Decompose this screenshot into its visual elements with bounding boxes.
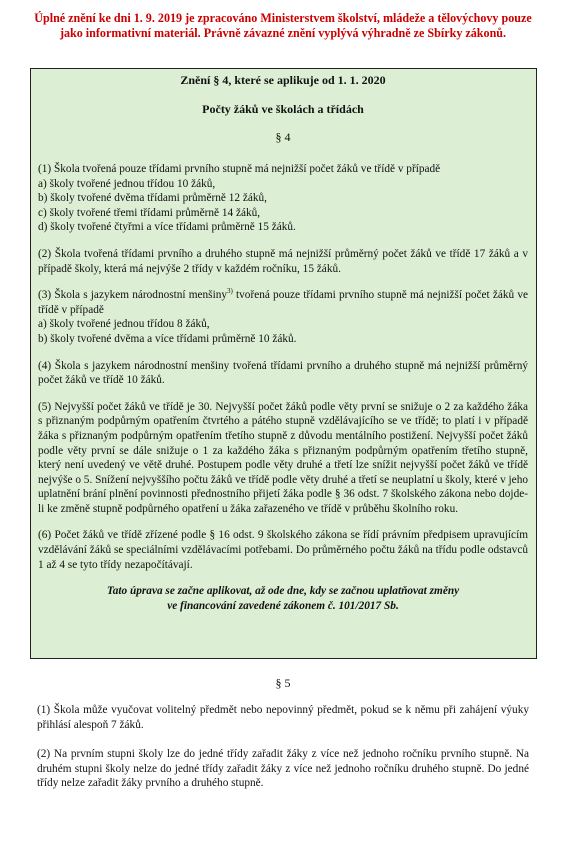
highlighted-section-box bbox=[30, 68, 537, 659]
paragraph-2-text: (2) Škola tvořená třídami prvního a druhého stupně má nejnižší průměrný počet žáků ve třídě 17 žáků a v případě školy, která má nejvýše 2 třídy v každém ročníku, 15 žáků. bbox=[38, 247, 528, 275]
section-5-paragraph-1 bbox=[37, 703, 529, 732]
paragraph-3 bbox=[38, 288, 528, 346]
application-note-line-2: ve financování zavedené zákonem č. 101/2017 Sb. bbox=[167, 599, 399, 612]
paragraph-6-text: (6) Počet žáků ve třídě zřízené podle § 16 odst. 9 školského zákona se řídí právním předpisem upravujícím vzdělávání žáků se speciálními vzdělávacími potřebami. Do průměrného počtu žáků na třídu podle odstavců 1 až 4 se tyto třídy nezapočítávají. bbox=[38, 529, 528, 571]
box-title: Počty žáků ve školách a třídách bbox=[202, 102, 364, 116]
paragraph-5-text: (5) Nejvyšší počet žáků ve třídě je 30. Nejvyšší počet žáků podle věty první se snižuje o 2 za každého žáka s přiznaným podpůrným opatřením čtvrtého a pátého stupně vzdělávajícího se ve třídě; to platí i v případě žáka s přiznaným podpůrným opatřením třetího stupně z důvodu mentálního postižení. Nejvyšší počet žáků podle věty první se dále snižuje o 1 za každého žáka s přiznaným podpůrným opatřením třetího stupně, který není uvedený ve větě druhé. Postupem podle věty druhé a třetí lze snížit nejvyšší počet žáků ve třídě nejvýše o 5. Snížení nejvyššího počtu žáků ve třídě podle věty druhé a třetí se neuplatní u školy, které v jeho uplatnění brání plnění povinnosti přednostního přijetí žáka podle § 36 odst. 7 školského zákona nebo dojde-li ke změně stupně podpůrného opatření u žáka zařazeného ve třídě v průběhu školního roku. bbox=[38, 400, 528, 515]
list-item: c) školy tvořené třemi třídami průměrně 14 žáků, bbox=[38, 206, 261, 219]
paragraph-5 bbox=[38, 400, 528, 517]
section-5-paragraph-1-text: (1) Škola může vyučovat volitelný předmět nebo nepovinný předmět, pokud se k němu při zahájení výuky přihlásí alespoň 7 žáků. bbox=[37, 704, 529, 731]
list-item: b) školy tvořené dvěma a více třídami průměrně 10 žáků. bbox=[38, 332, 297, 345]
section-5-paragraph-2 bbox=[37, 747, 529, 791]
paragraph-3-intro bbox=[38, 288, 528, 317]
paragraph-4 bbox=[38, 359, 528, 388]
application-note-line-1: Tato úprava se začne aplikovat, až ode dne, kdy se začnou uplatňovat změny bbox=[106, 585, 460, 598]
section-4-heading: § 4 bbox=[275, 130, 291, 144]
list-item: a) školy tvořené jednou třídou 8 žáků, bbox=[38, 318, 210, 331]
paragraph-3-intro-b: tvořená pouze třídami prvního stupně má nejnižší počet žáků ve třídě v případě bbox=[38, 289, 528, 316]
footnote-link[interactable]: 3) bbox=[227, 287, 233, 296]
application-note bbox=[38, 584, 528, 613]
paragraph-3-intro-a: (3) Škola s jazykem národnostní menšiny bbox=[38, 289, 228, 302]
paragraph-2 bbox=[38, 247, 528, 276]
paragraph-1 bbox=[38, 162, 528, 235]
legal-notice: Úplné znění ke dni 1. 9. 2019 je zpracováno Ministerstvem školství, mládeže a tělovýchovy pouze jako informativní materiál. Právně závazné znění vyplývá výhradně ze Sbírky zákonů. bbox=[34, 11, 532, 40]
section-5-paragraph-2-text: (2) Na prvním stupni školy lze do jedné třídy zařadit žáky z více než jednoho ročníku prvního stupně. Na druhém stupni školy nelze do jedné třídy zařadit žáky z více než jednoho ročníku druhého stupně. Do jedné třídy nelze zařadit žáky prvního a druhého stupně. bbox=[37, 748, 529, 790]
section-5-heading: § 5 bbox=[275, 676, 291, 690]
paragraph-6 bbox=[38, 528, 528, 572]
list-item: d) školy tvořené čtyřmi a více třídami průměrně 15 žáků. bbox=[38, 221, 296, 234]
paragraph-4-text: (4) Škola s jazykem národnostní menšiny tvořená třídami prvního a druhého stupně má nejnižší průměrný počet žáků ve třídě 10 žáků. bbox=[38, 359, 528, 387]
box-heading: Znění § 4, které se aplikuje od 1. 1. 2020 bbox=[180, 73, 386, 87]
list-item: b) školy tvořené dvěma třídami průměrně 12 žáků, bbox=[38, 192, 268, 205]
list-item: a) školy tvořené jednou třídou 10 žáků, bbox=[38, 177, 216, 190]
paragraph-1-intro: (1) Škola tvořená pouze třídami prvního stupně má nejnižší počet žáků ve třídě v případě bbox=[38, 163, 441, 175]
